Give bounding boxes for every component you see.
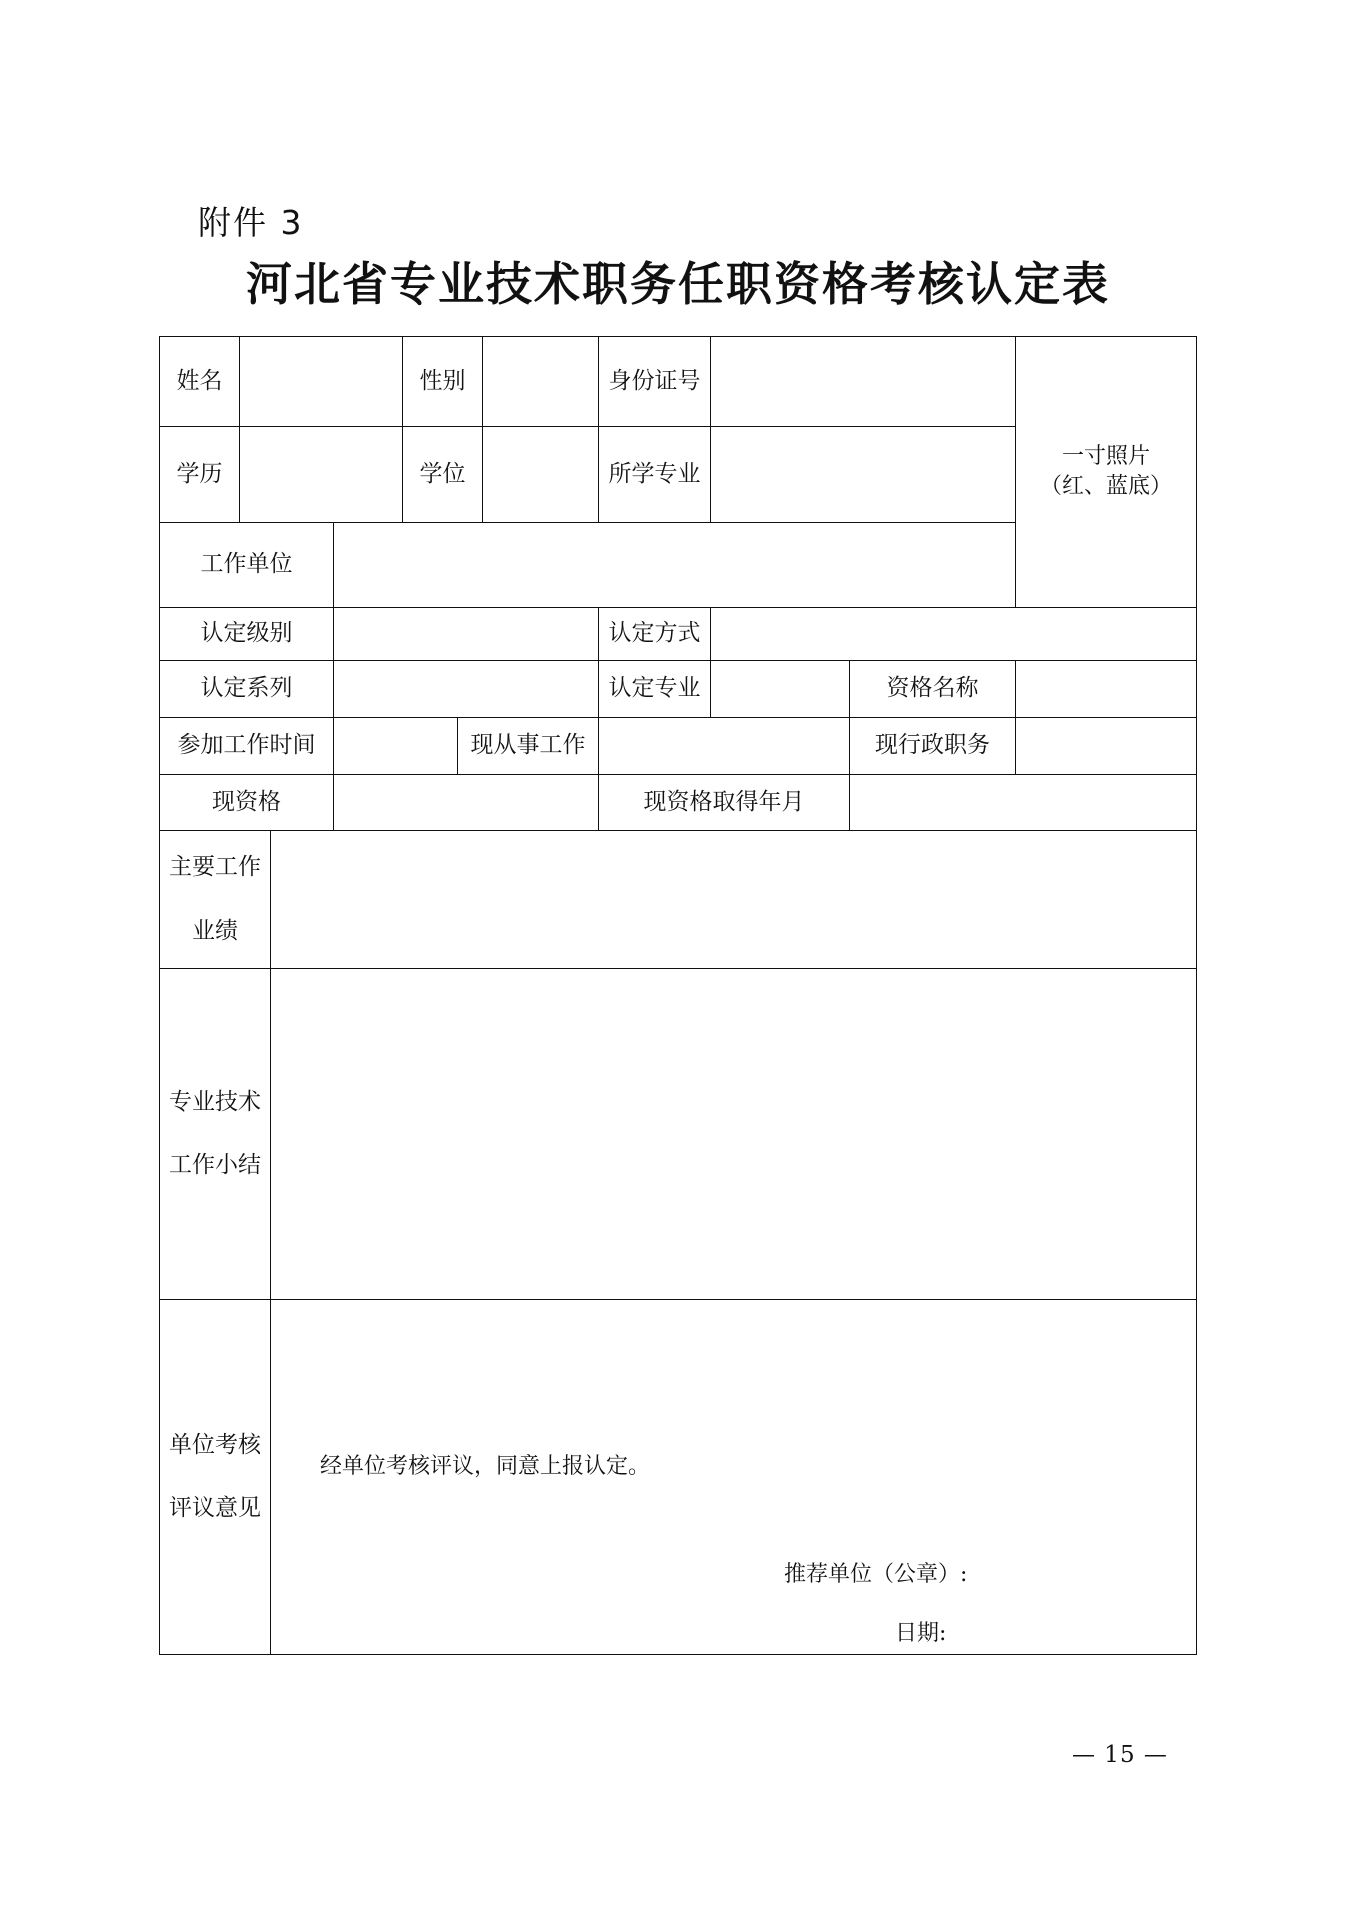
achievements-label-line1: 主要工作 [169,854,261,881]
work-unit-field[interactable] [333,522,1016,608]
current-qualification-date-field[interactable] [849,774,1197,831]
recommending-unit-label: 推荐单位（公章）: [784,1562,968,1587]
achievements-label-line2: 业绩 [192,917,238,944]
summary-label-line1: 专业技术 [169,1088,261,1115]
assessment-form-table [159,336,1197,1655]
current-work-label: 现从事工作 [457,717,599,775]
summary-label [159,968,271,1300]
major-label: 所学专业 [598,426,711,523]
photo-label: 一寸照片 [1061,444,1150,470]
achievements-field[interactable] [270,830,1197,969]
degree-field[interactable] [482,426,599,523]
cert-specialty-label: 认定专业 [598,660,711,718]
gender-label: 性别 [402,336,483,427]
current-admin-post-label: 现行政职务 [849,717,1016,775]
current-admin-post-field[interactable] [1015,717,1197,775]
date-label: 日期: [895,1621,947,1646]
photo-background-note: （红、蓝底） [1039,474,1172,499]
education-label: 学历 [159,426,240,523]
cert-specialty-field[interactable] [710,660,850,718]
degree-label: 学位 [402,426,483,523]
current-work-field[interactable] [598,717,850,775]
attachment-label: 附件 3 [198,203,304,242]
opinion-text: 经单位考核评议，同意上报认定。 [320,1454,651,1479]
page-number: — 15 — [1072,1742,1168,1768]
current-qualification-date-label: 现资格取得年月 [598,774,850,831]
opinion-label-line1: 单位考核 [169,1431,261,1458]
id-number-label: 身份证号 [598,336,711,427]
opinion-label [159,1299,271,1655]
qualification-name-field[interactable] [1015,660,1197,718]
form-title: 河北省专业技术职务任职资格考核认定表 [246,257,1110,311]
education-field[interactable] [239,426,403,523]
name-label: 姓名 [159,336,240,427]
id-number-field[interactable] [710,336,1016,427]
opinion-label-line2: 评议意见 [169,1495,261,1521]
work-unit-label: 工作单位 [159,522,334,608]
cert-series-field[interactable] [333,660,599,718]
major-field[interactable] [710,426,1016,523]
current-qualification-label: 现资格 [159,774,334,831]
current-qualification-field[interactable] [333,774,599,831]
cert-level-field[interactable] [333,607,599,661]
work-start-time-label: 参加工作时间 [159,717,334,775]
cert-series-label: 认定系列 [159,660,334,718]
gender-field[interactable] [482,336,599,427]
summary-label-line2: 工作小结 [169,1152,261,1178]
qualification-name-label: 资格名称 [849,660,1016,718]
cert-level-label: 认定级别 [159,607,334,661]
name-field[interactable] [239,336,403,427]
achievements-label [159,830,271,969]
summary-field[interactable] [270,968,1197,1300]
cert-method-field[interactable] [710,607,1197,661]
work-start-time-field[interactable] [333,717,458,775]
photo-box[interactable] [1015,336,1197,608]
cert-method-label: 认定方式 [598,607,711,661]
